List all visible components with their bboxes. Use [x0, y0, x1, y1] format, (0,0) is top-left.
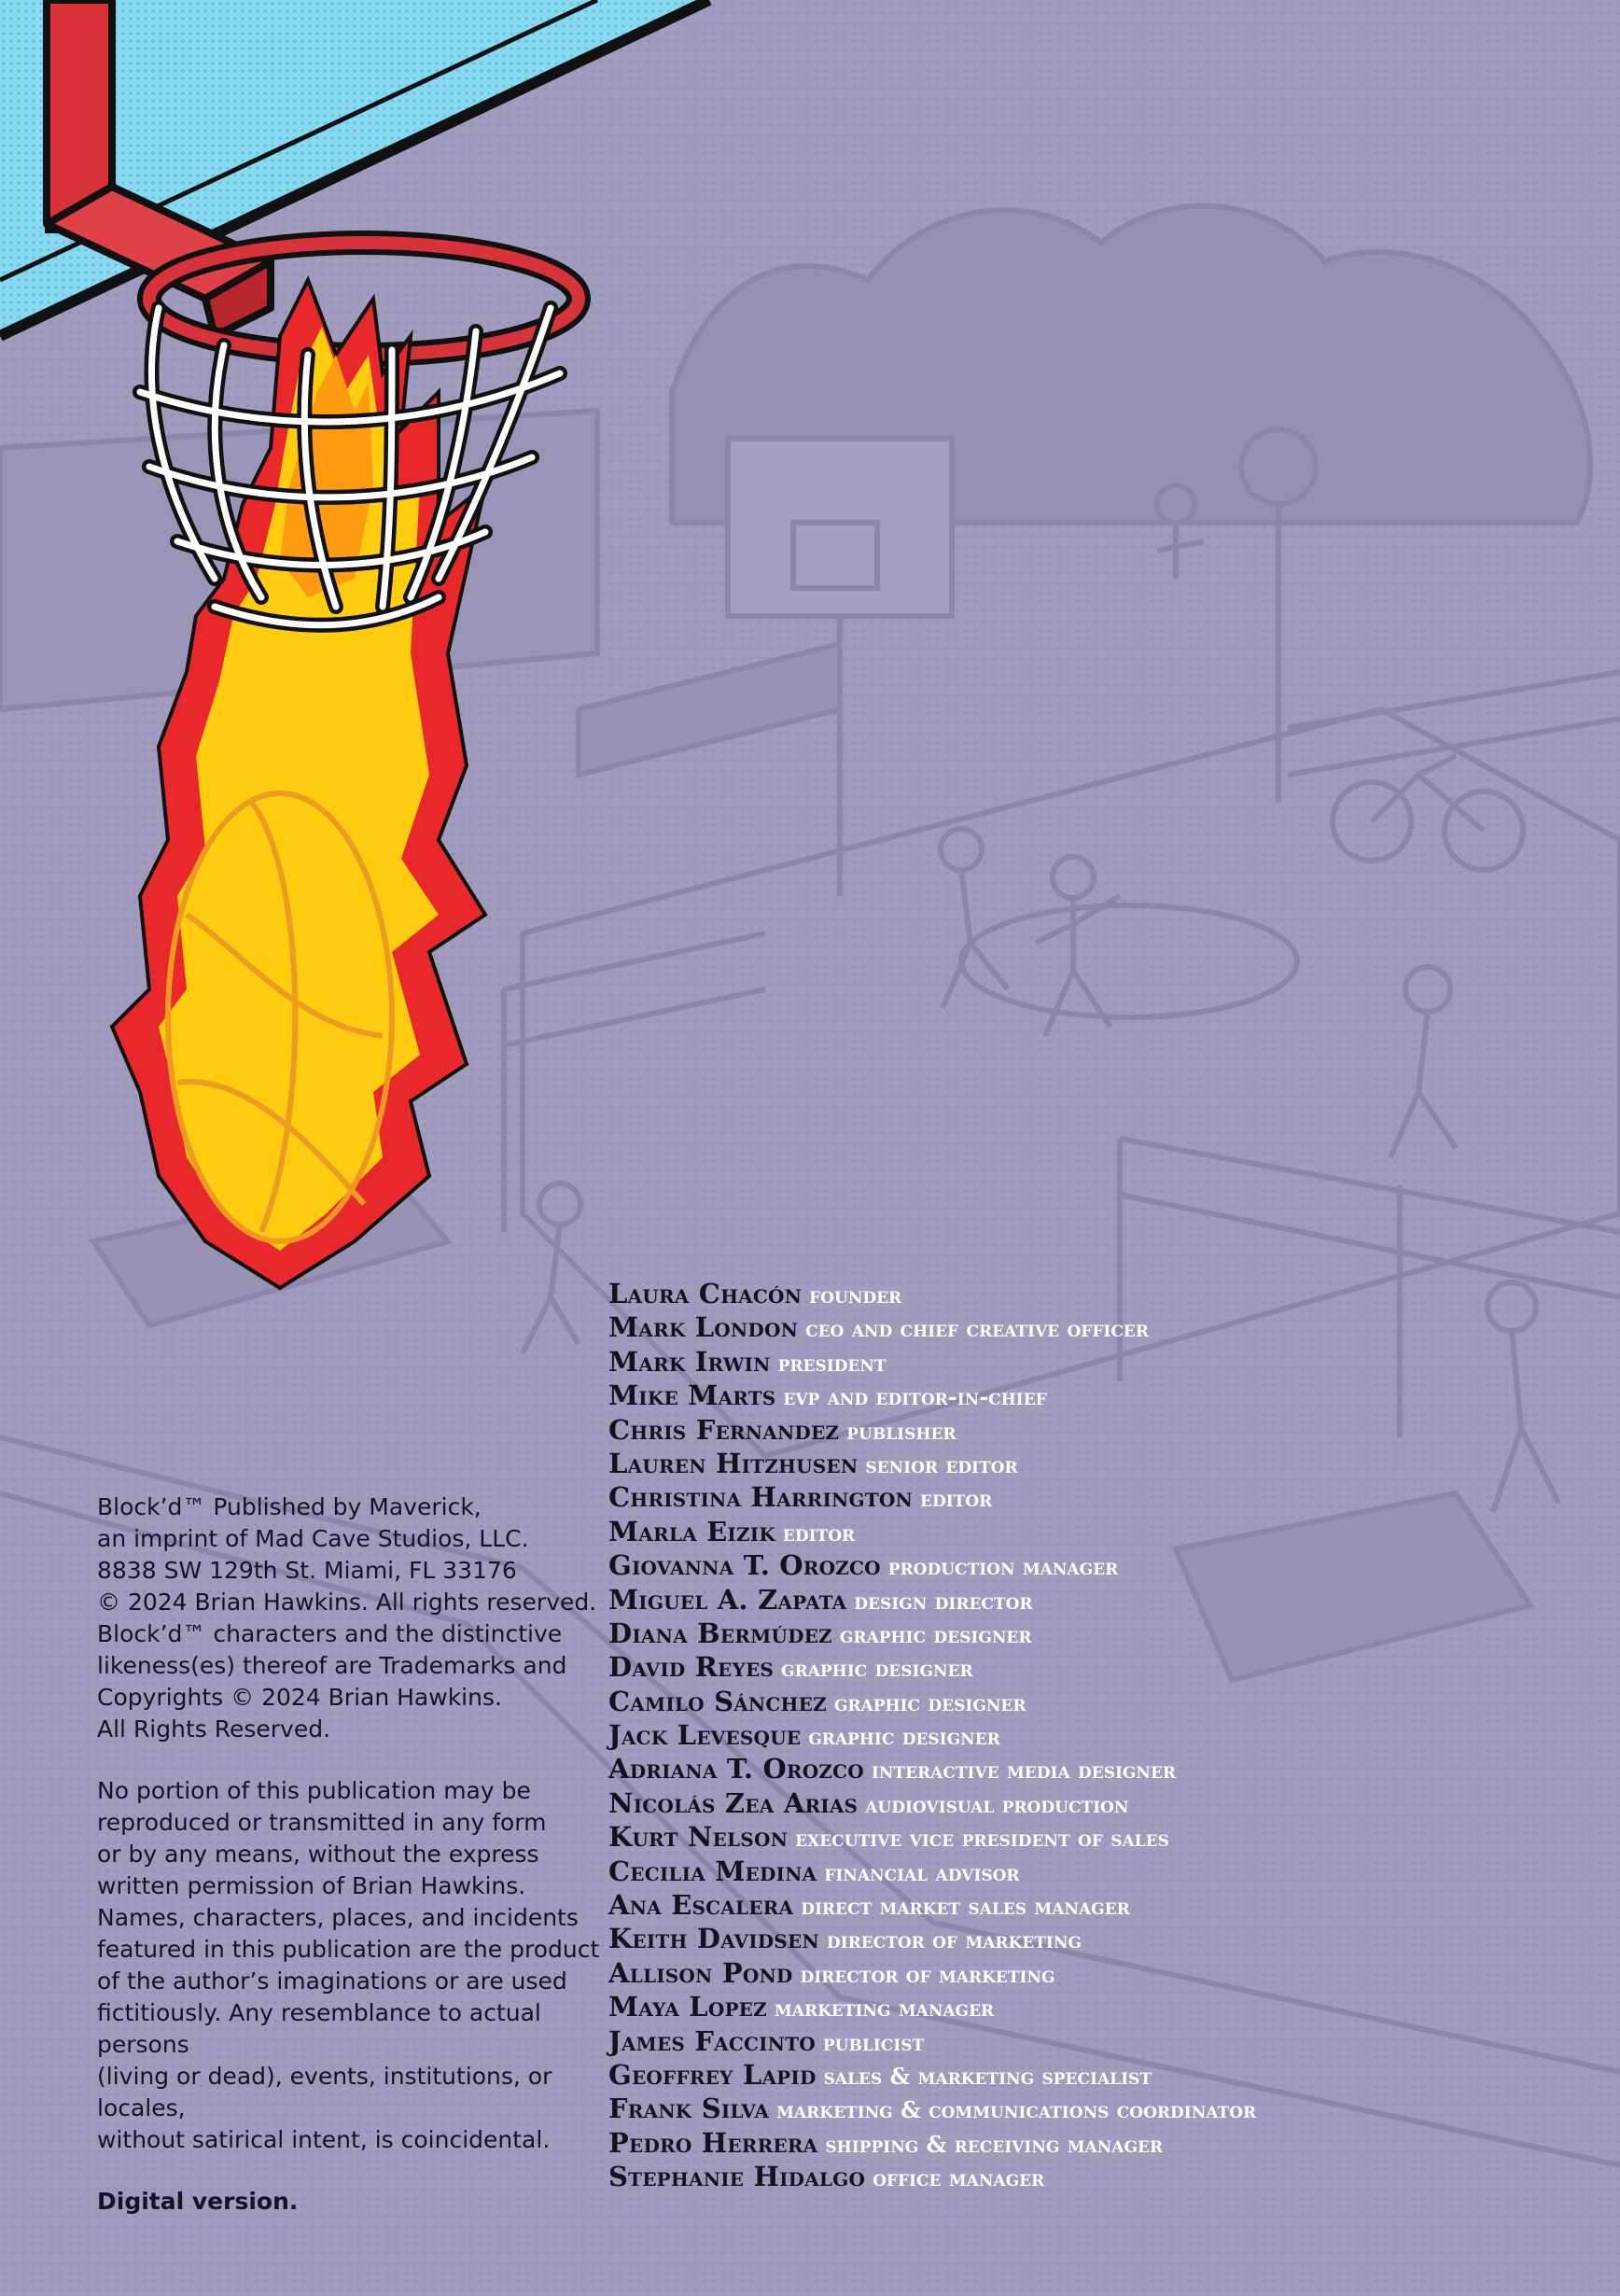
staff-name: Ana Escalera [608, 1889, 794, 1922]
staff-name: Lauren Hitzhusen [608, 1447, 859, 1479]
staff-entry [608, 2126, 1598, 2160]
staff-entry [608, 1583, 1598, 1617]
staff-title: evp and editor-in-chief [783, 1383, 1047, 1411]
staff-entry [608, 2092, 1598, 2125]
disclaimer-line: featured in this publication are the product [97, 1936, 600, 1963]
publication-line: likeness(es) thereof are Trademarks and [97, 1652, 567, 1679]
disclaimer-line: No portion of this publication may be [97, 1777, 531, 1804]
staff-title: sales & marketing specialist [823, 2062, 1152, 2090]
staff-entry [608, 2160, 1598, 2193]
staff-title: shipping & receiving manager [825, 2130, 1164, 2158]
staff-name: Mike Marts [608, 1379, 776, 1412]
disclaimer-line: fictitiously. Any resemblance to actual persons [97, 1999, 541, 2058]
staff-entry [608, 1786, 1598, 1820]
publication-info [97, 1491, 601, 1745]
staff-name: Mark Irwin [608, 1345, 771, 1378]
staff-title: editor [920, 1485, 993, 1513]
staff-title: founder [809, 1281, 902, 1309]
staff-entry [608, 1820, 1598, 1854]
staff-entry [608, 1650, 1598, 1684]
staff-entry [608, 1617, 1598, 1650]
staff-name: Diana Bermúdez [608, 1617, 832, 1649]
staff-credits [608, 1277, 1598, 2194]
staff-entry [608, 1990, 1598, 2023]
staff-name: Cecilia Medina [608, 1855, 817, 1887]
staff-title: editor [782, 1519, 856, 1547]
disclaimer-line: Names, characters, places, and incidents [97, 1904, 579, 1931]
staff-entry [608, 1855, 1598, 1888]
staff-title: production manager [887, 1553, 1119, 1581]
disclaimer-line: reproduced or transmitted in any form [97, 1809, 547, 1836]
staff-title: financial advisor [824, 1858, 1020, 1886]
staff-entry [608, 1956, 1598, 1990]
staff-title: direct market sales manager [801, 1893, 1130, 1921]
staff-title: ceo and chief creative officer [805, 1315, 1149, 1343]
staff-title: graphic designer [781, 1655, 973, 1683]
staff-entry [608, 1548, 1598, 1582]
staff-name: Maya Lopez [608, 1991, 767, 2023]
publication-line: 8838 SW 129th St. Miami, FL 33176 [97, 1557, 517, 1584]
staff-entry [608, 1413, 1598, 1447]
staff-name: Chris Fernandez [608, 1413, 840, 1446]
staff-name: Nicolás Zea Arias [608, 1786, 859, 1819]
staff-entry [608, 1685, 1598, 1718]
staff-title: office manager [873, 2164, 1045, 2192]
staff-name: Kurt Nelson [608, 1821, 789, 1854]
staff-name: Christina Harrington [608, 1481, 913, 1514]
staff-title: audiovisual production [865, 1790, 1129, 1818]
staff-entry [608, 1277, 1598, 1310]
staff-name: Camilo Sánchez [608, 1685, 827, 1717]
staff-title: marketing manager [774, 1995, 995, 2023]
staff-title: design director [854, 1587, 1033, 1615]
staff-entry [608, 1345, 1598, 1379]
staff-name: Keith Davidsen [608, 1923, 819, 1955]
staff-entry [608, 1310, 1598, 1344]
staff-title: senior editor [865, 1450, 1018, 1478]
staff-entry [608, 1515, 1598, 1548]
staff-title: graphic designer [833, 1688, 1026, 1716]
publication-line: Block’d™ characters and the distinctive [97, 1620, 563, 1647]
staff-entry [608, 1447, 1598, 1480]
staff-entry [608, 1718, 1598, 1752]
staff-title: interactive media designer [871, 1757, 1177, 1785]
staff-name: James Faccinto [608, 2024, 816, 2057]
copyright-block [97, 1491, 601, 2218]
staff-name: Pedro Herrera [608, 2126, 818, 2159]
digital-version-note: Digital version. [97, 2188, 299, 2215]
disclaimer-line: without satirical intent, is coincidental. [97, 2126, 551, 2153]
staff-entry [608, 1922, 1598, 1955]
staff-entry [608, 1379, 1598, 1412]
staff-name: Jack Levesque [608, 1719, 802, 1752]
staff-title: marketing & communications coordinator [776, 2096, 1257, 2124]
staff-title: executive vice president of sales [795, 1825, 1169, 1853]
publication-line: All Rights Reserved. [97, 1715, 331, 1743]
staff-title: director of marketing [826, 1926, 1082, 1954]
staff-name: David Reyes [608, 1651, 775, 1684]
staff-name: Miguel A. Zapata [608, 1583, 847, 1616]
staff-name: Giovanna T. Orozco [608, 1549, 881, 1582]
disclaimer [97, 1775, 601, 2156]
disclaimer-line: written permission of Brian Hawkins. [97, 1872, 526, 1899]
publication-line: © 2024 Brian Hawkins. All rights reserved. [97, 1589, 597, 1616]
staff-entry [608, 1752, 1598, 1785]
staff-title: president [777, 1349, 887, 1377]
staff-name: Mark London [608, 1311, 799, 1344]
staff-title: publicist [822, 2028, 925, 2056]
staff-name: Frank Silva [608, 2093, 770, 2125]
disclaimer-line: (living or dead), events, institutions, or locales, [97, 2063, 552, 2121]
staff-title: director of marketing [800, 1960, 1055, 1988]
staff-name: Laura Chacón [608, 1278, 803, 1309]
staff-entry [608, 2024, 1598, 2058]
staff-name: Marla Eizik [608, 1515, 775, 1547]
staff-entry [608, 2058, 1598, 2092]
staff-name: Geoffrey Lapid [608, 2058, 817, 2091]
staff-title: publisher [846, 1417, 957, 1445]
staff-name: Stephanie Hidalgo [608, 2161, 866, 2193]
staff-entry [608, 1888, 1598, 1922]
publication-line: Copyrights © 2024 Brian Hawkins. [97, 1684, 502, 1711]
disclaimer-line: of the author’s imaginations or are used [97, 1967, 567, 1995]
staff-title: graphic designer [808, 1723, 1000, 1751]
staff-name: Adriana T. Orozco [608, 1753, 864, 1785]
staff-title: graphic designer [839, 1620, 1032, 1648]
disclaimer-line: or by any means, without the express [97, 1841, 539, 1868]
publication-line: an imprint of Mad Cave Studios, LLC. [97, 1525, 529, 1552]
publication-line: Block’d™ Published by Maverick, [97, 1493, 482, 1520]
staff-name: Allison Pond [608, 1956, 793, 1989]
staff-entry [608, 1480, 1598, 1514]
